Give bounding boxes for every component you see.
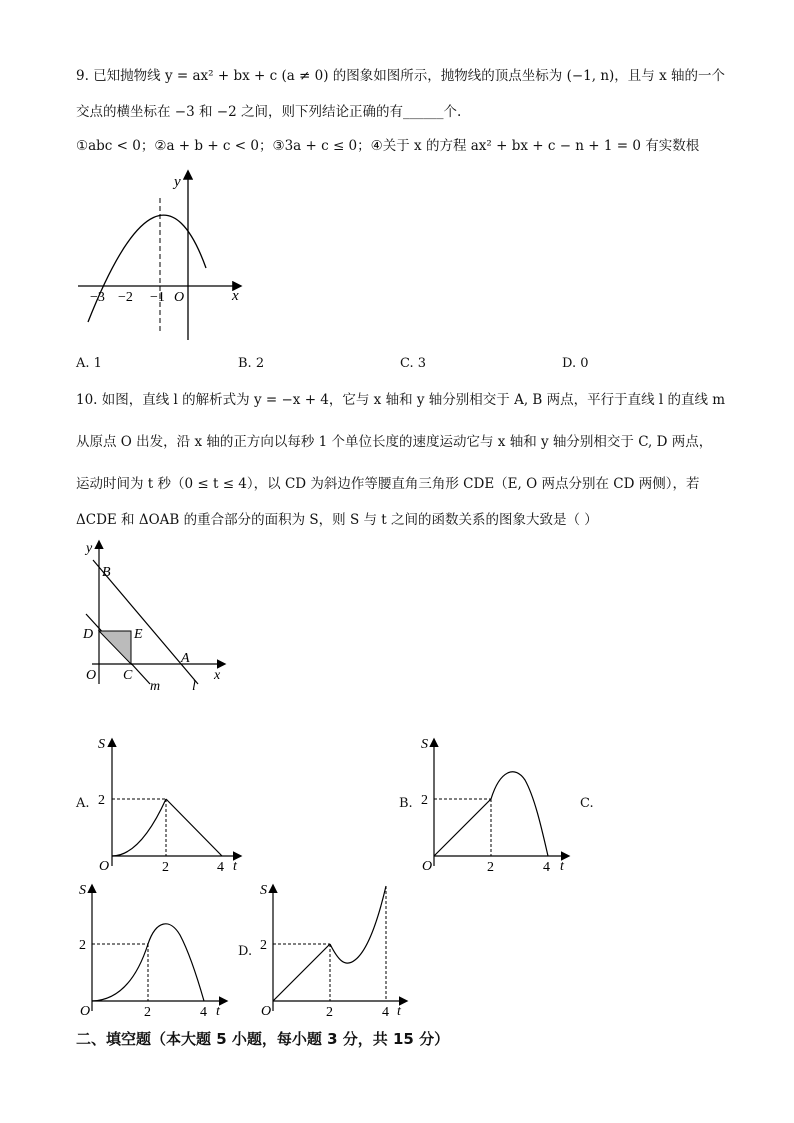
q10-graph-d[interactable] xyxy=(258,876,418,1021)
graph-b-s-label: S xyxy=(421,737,428,752)
graph-a-s-label: S xyxy=(98,737,105,752)
q10-label-e: E xyxy=(134,627,143,642)
q10-geometry-figure xyxy=(80,536,240,696)
q9-option-d[interactable]: D. 0 xyxy=(562,356,589,371)
graph-c-4x: 4 xyxy=(200,1005,207,1020)
graph-d-line xyxy=(273,944,330,1001)
q10-option-a-label[interactable]: A. xyxy=(76,796,90,811)
q9-option-b[interactable]: B. 2 xyxy=(238,356,265,371)
q10-triangle-cde xyxy=(99,631,131,664)
graph-b-4x: 4 xyxy=(543,860,550,875)
graph-d-2x: 2 xyxy=(326,1005,333,1020)
section-heading: 二、填空题（本大题 5 小题，每小题 3 分，共 15 分） xyxy=(76,1030,450,1048)
q10-label-d: D xyxy=(83,627,94,642)
q10-line1: 10. 如图，直线 l 的解析式为 y = −x + 4，它与 x 轴和 y 轴分别相交于 A, B 两点，平行于直线 l 的直线 m xyxy=(76,392,726,408)
graph-c-o: O xyxy=(80,1004,91,1019)
q10-label-x: x xyxy=(214,668,221,683)
q10-label-c: C xyxy=(123,668,133,683)
q9-label-o: O xyxy=(174,290,185,305)
q10-label-m: m xyxy=(150,679,161,694)
q10-graph-c[interactable] xyxy=(76,876,236,1021)
graph-a-curve xyxy=(112,799,166,856)
q9-option-c[interactable]: C. 3 xyxy=(400,356,427,371)
q10-graph-b[interactable] xyxy=(418,730,578,875)
q10-line2: 从原点 O 出发，沿 x 轴的正方向以每秒 1 个单位长度的速度运动它与 x 轴和 y 轴分别相交于 C, D 两点， xyxy=(76,434,713,450)
graph-c-s-label: S xyxy=(79,883,86,898)
q10-label-a: A xyxy=(181,651,190,666)
graph-a-t: t xyxy=(233,859,237,874)
graph-a-o: O xyxy=(99,859,110,874)
graph-d-t: t xyxy=(397,1004,401,1019)
q10-option-d-label[interactable]: D. xyxy=(238,944,253,959)
graph-d-curve xyxy=(330,886,386,963)
graph-c-t: t xyxy=(216,1004,220,1019)
q10-label-o: O xyxy=(86,668,97,683)
graph-b-line xyxy=(434,799,491,856)
q10-line3: 运动时间为 t 秒（0 ≤ t ≤ 4），以 CD 为斜边作等腰直角三角形 CDE（E, O 两点分别在 CD 两侧），若 xyxy=(76,476,700,492)
q9-line3: ①abc < 0；②a + b + c < 0；③3a + c ≤ 0；④关于 x 的方程 ax² + bx + c − n + 1 = 0 有实数根 xyxy=(76,138,700,154)
q9-line2: 交点的横坐标在 −3 和 −2 之间，则下列结论正确的有______个. xyxy=(76,104,462,120)
graph-b-2y: 2 xyxy=(421,793,428,808)
q9-tick-m1: −1 xyxy=(150,290,165,305)
graph-d-o: O xyxy=(261,1004,272,1019)
q10-option-c-label[interactable]: C. xyxy=(580,796,594,811)
q9-parabola-graph xyxy=(70,168,260,348)
graph-c-2y: 2 xyxy=(79,938,86,953)
graph-a-4x: 4 xyxy=(217,860,224,875)
q9-option-a[interactable]: A. 1 xyxy=(76,356,102,371)
q10-label-b: B xyxy=(102,565,111,580)
graph-a-2x: 2 xyxy=(162,860,169,875)
q9-tick-m2: −2 xyxy=(118,290,133,305)
q10-label-l: l xyxy=(192,679,196,694)
graph-c-2x: 2 xyxy=(144,1005,151,1020)
graph-a-line xyxy=(166,799,222,856)
graph-b-t: t xyxy=(560,859,564,874)
graph-b-2x: 2 xyxy=(487,860,494,875)
q10-option-b-label[interactable]: B. xyxy=(399,796,413,811)
q9-tick-m3: −3 xyxy=(90,290,105,305)
q9-line1: 9. 已知抛物线 y = ax² + bx + c (a ≠ 0) 的图象如图所示，抛物线的顶点坐标为 (−1, n)，且与 x 轴的一个 xyxy=(76,68,726,84)
graph-d-4x: 4 xyxy=(382,1005,389,1020)
graph-d-2y: 2 xyxy=(260,938,267,953)
graph-a-2y: 2 xyxy=(98,793,105,808)
q10-graph-a[interactable] xyxy=(95,730,245,875)
q9-label-y: y xyxy=(174,174,181,190)
q10-line4: ΔCDE 和 ΔOAB 的重合部分的面积为 S，则 S 与 t 之间的函数关系的图象大致是（ ） xyxy=(76,512,598,528)
q9-label-x: x xyxy=(232,288,239,304)
graph-b-curve xyxy=(491,772,548,856)
graph-b-o: O xyxy=(422,859,433,874)
graph-d-s-label: S xyxy=(260,883,267,898)
q10-label-y: y xyxy=(86,541,93,556)
